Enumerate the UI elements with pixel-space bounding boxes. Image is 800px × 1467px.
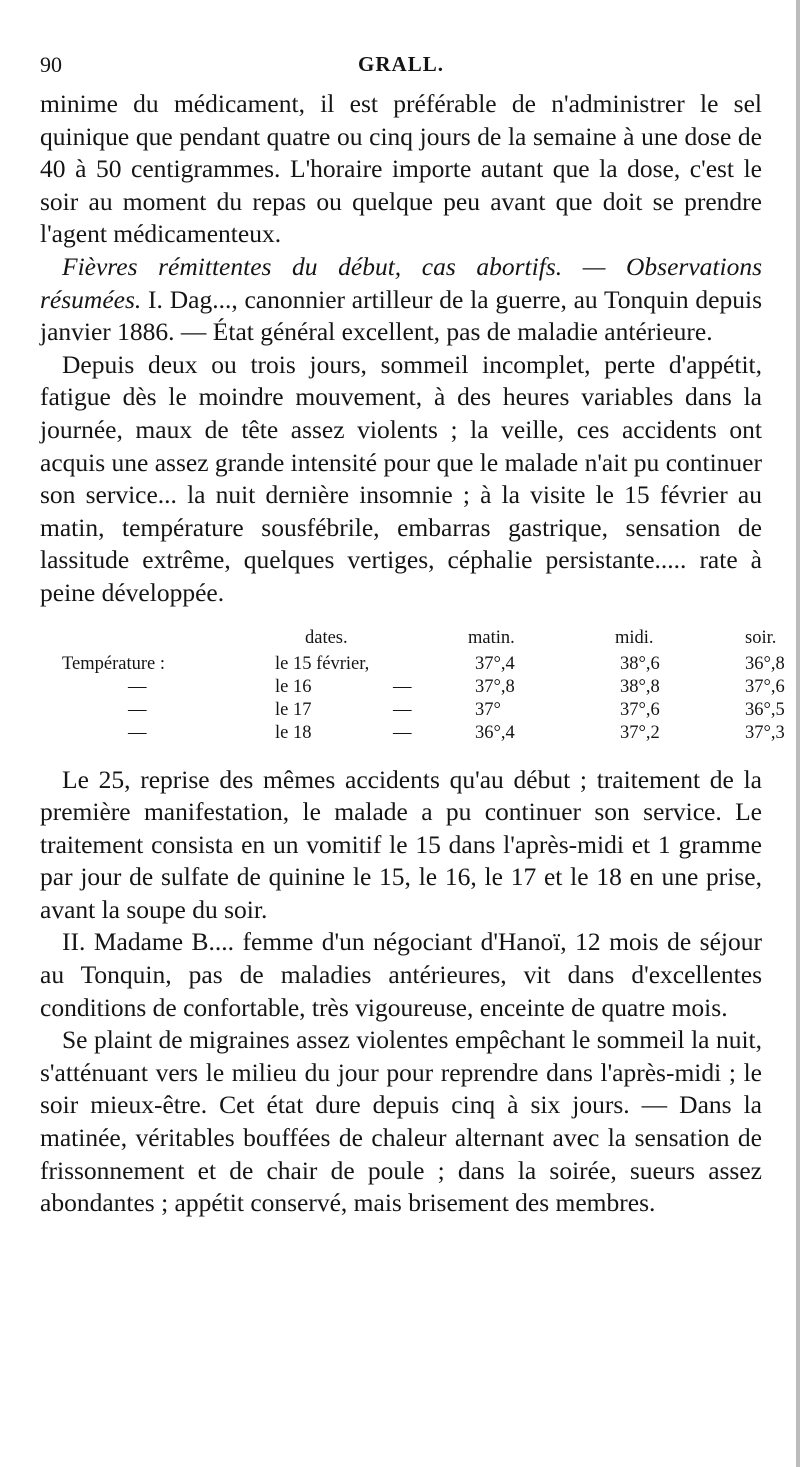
header-midi: midi. <box>615 627 654 648</box>
paragraph-1: minime du médicament, il est préférable de n'administrer le sel quinique que pendant quatre ou cinq jours de la semaine à une dose de 40 à 50 centigrammes. L'horaire importe autant que la dose, c'est le soir au moment du repas ou quelque peu avant que doit se prendre l'agent médicamenteux. <box>40 89 762 249</box>
row-4-midi: 37°,2 <box>620 722 660 743</box>
row-2-tick: — <box>393 676 412 697</box>
row-3-midi: 37°,6 <box>620 699 660 720</box>
row-label: Température : <box>62 653 165 674</box>
row-4-lead: — <box>128 722 147 743</box>
row-3-tick: — <box>393 699 412 720</box>
row-2-matin: 37°,8 <box>475 676 515 697</box>
running-head: GRALL. <box>358 52 444 76</box>
row-3-soir: 36°,5 <box>745 699 785 720</box>
row-3-lead: — <box>128 699 147 720</box>
row-4-matin: 36°,4 <box>475 722 515 743</box>
row-2-soir: 37°,6 <box>745 676 785 697</box>
page-header <box>40 52 762 86</box>
row-1-matin: 37°,4 <box>475 653 515 674</box>
row-4-tick: — <box>393 722 412 743</box>
row-1-date: le 15 février, <box>275 653 370 674</box>
row-1-soir: 36°,8 <box>745 653 785 674</box>
row-4-date: le 18 <box>275 722 312 743</box>
paragraph-2-text: I. Dag..., canonnier artilleur de la guerre, au Tonquin depuis janvier 1886. — État général excellent, pas de maladie antérieure. <box>40 284 762 347</box>
page-number: 90 <box>40 52 62 77</box>
header-matin: matin. <box>468 627 515 648</box>
row-2-midi: 38°,8 <box>620 676 660 697</box>
section-heading: Fièvres rémittentes du début, cas abortifs. — Observations résumées. <box>40 251 762 314</box>
row-2-lead: — <box>128 676 147 697</box>
paragraph-3: Depuis deux ou trois jours, sommeil incomplet, perte d'appétit, fatigue dès le moindre mouvement, à des heures variables dans la journée, maux de tête assez violents ; la veille, ces accidents ont acquis une assez grande intensité pour que le malade n'ait pu continuer son service... la nuit dernière insomnie ; à la visite le 15 février au matin, température sousfébrile, embarras gastrique, sensation de lassitude extrême, quelques vertiges, céphalie persistante..... rate à peine développée. <box>40 349 762 607</box>
row-3-date: le 17 <box>275 699 312 720</box>
row-2-date: le 16 <box>275 676 312 697</box>
page-edge-shadow <box>796 0 800 1467</box>
paragraph-2 <box>40 251 762 349</box>
row-3-matin: 37° <box>475 699 501 720</box>
paragraph-5: II. Madame B.... femme d'un négociant d'Hanoï, 12 mois de séjour au Tonquin, pas de maladies antérieures, vit dans d'excellentes conditions de confortable, très vigoureuse, enceinte de quatre mois. <box>40 927 762 1022</box>
header-dates: dates. <box>305 627 348 648</box>
row-1-midi: 38°,6 <box>620 653 660 674</box>
paragraph-4: Le 25, reprise des mêmes accidents qu'au début ; traitement de la première manifestation, le malade a pu continuer son service. Le traitement consista en un vomitif le 15 dans l'après-midi et 1 gramme par jour de sulfate de quinine le 15, le 16, le 17 et le 18 en une prise, avant la soupe du soir. <box>40 764 762 924</box>
row-4-soir: 37°,3 <box>745 722 785 743</box>
header-soir: soir. <box>745 627 777 648</box>
temperature-table <box>40 622 785 744</box>
paragraph-6: Se plaint de migraines assez violentes empêchant le sommeil la nuit, s'atténuant vers le milieu du jour pour reprendre dans l'après-midi ; le soir mieux-être. Cet état dure depuis cinq à six jours. — Dans la matinée, véritables bouffées de chaleur alternant avec la sensation de frissonnement et de chair de poule ; dans la soirée, sueurs assez abondantes ; appétit conservé, mais brisement des membres. <box>40 1025 762 1218</box>
body-text <box>40 88 785 1220</box>
